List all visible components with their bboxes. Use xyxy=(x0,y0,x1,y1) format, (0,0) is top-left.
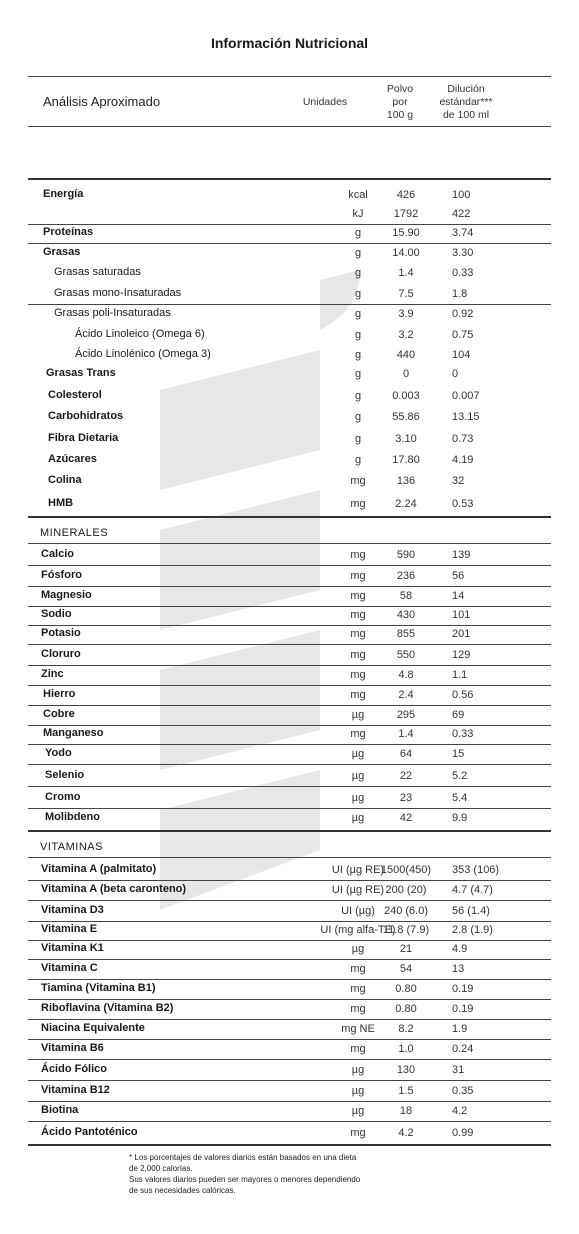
table-row xyxy=(28,685,551,705)
unit-cell: mg xyxy=(350,728,366,740)
nutrient-name: Vitamina E xyxy=(41,923,98,935)
powder-value: 1.4 xyxy=(398,267,414,279)
dilution-value: 1.8 xyxy=(452,288,468,300)
dilution-value: 4.9 xyxy=(452,943,468,955)
unit-cell: g xyxy=(354,368,362,380)
dilution-value: 0.99 xyxy=(452,1127,474,1139)
dilution-value: 56 xyxy=(452,570,465,582)
table-row xyxy=(28,999,551,1019)
unit-cell: mg xyxy=(350,963,366,975)
nutrient-name: HMB xyxy=(48,497,74,509)
powder-value: 236 xyxy=(396,570,416,582)
table-row xyxy=(28,665,551,685)
table-top-rule xyxy=(28,178,551,180)
dilution-value: 201 xyxy=(452,628,471,640)
nutrient-name: Ácido Linoleico (Omega 6) xyxy=(75,328,205,340)
dilution-value: 353 (106) xyxy=(452,864,500,876)
minerals-header-rule xyxy=(28,543,551,544)
table-row xyxy=(28,901,551,921)
unit-cell: mg xyxy=(350,609,366,621)
row-divider xyxy=(28,786,551,787)
powder-value: 2.4 xyxy=(398,689,414,701)
table-row xyxy=(28,223,551,243)
table-row xyxy=(28,939,551,959)
nutrient-name: Vitamina C xyxy=(41,962,98,974)
dilution-value: 0.33 xyxy=(452,728,474,740)
dilution-value: 4.19 xyxy=(452,454,474,466)
header-analysis-label: Análisis Aproximado xyxy=(43,94,161,109)
nutrient-name: Energía xyxy=(43,188,84,200)
footnote-line-2: de 2,000 calorías. xyxy=(129,1164,193,1173)
dilution-value: 0.19 xyxy=(452,983,474,995)
unit-cell: g xyxy=(354,267,362,279)
dilution-value: 1.9 xyxy=(452,1023,468,1035)
powder-value: 0.003 xyxy=(392,390,420,402)
table-row xyxy=(28,471,551,491)
powder-value: 1.0 xyxy=(398,1043,414,1055)
powder-value: 0.80 xyxy=(395,983,417,995)
nutrient-name: Grasas xyxy=(43,246,81,258)
unit-cell: g xyxy=(354,433,362,445)
dilution-value: 5.4 xyxy=(452,792,468,804)
dilution-value: 0.56 xyxy=(452,689,474,701)
nutrient-name: Manganeso xyxy=(43,727,104,739)
dilution-value: 0.75 xyxy=(452,329,474,341)
header-top-rule xyxy=(28,76,551,77)
powder-value: 295 xyxy=(396,709,416,721)
table-row xyxy=(28,645,551,665)
nutrient-name: Zinc xyxy=(41,668,64,680)
powder-value: 55.86 xyxy=(392,411,420,423)
dilution-value: 4.7 (4.7) xyxy=(452,884,493,896)
header-powder-line-2: por xyxy=(392,96,408,108)
vitamins-header-rule xyxy=(28,857,551,858)
unit-cell: mg xyxy=(350,669,366,681)
table-bottom-rule xyxy=(28,1144,551,1146)
powder-value: 855 xyxy=(396,628,416,640)
section-heading: VITAMINAS xyxy=(40,841,103,853)
table-row xyxy=(28,605,551,625)
dilution-value: 14 xyxy=(452,590,465,602)
section-heading: MINERALES xyxy=(40,527,109,539)
unit-cell: µg xyxy=(351,812,365,824)
unit-cell: UI (µg RE) xyxy=(331,884,385,896)
unit-cell: mg xyxy=(350,689,366,701)
table-row xyxy=(28,808,551,828)
unit-cell: g xyxy=(354,349,362,361)
powder-value: 3.9 xyxy=(398,308,414,320)
dilution-value: 0.007 xyxy=(452,390,480,402)
powder-value: 1792 xyxy=(393,208,419,220)
unit-cell: g xyxy=(354,308,362,320)
powder-value: 18 xyxy=(399,1105,413,1117)
table-row xyxy=(28,325,551,345)
table-row xyxy=(28,1123,551,1143)
nutrient-name: Cobre xyxy=(43,708,75,720)
unit-cell: µg xyxy=(351,792,365,804)
table-row xyxy=(28,860,551,880)
powder-value: 590 xyxy=(396,549,416,561)
nutrient-name: Fósforo xyxy=(41,569,82,581)
table-row xyxy=(28,566,551,586)
powder-value: 4.2 xyxy=(398,1127,414,1139)
dilution-value: 3.30 xyxy=(452,247,474,259)
nutrient-name: Potasio xyxy=(41,627,81,639)
nutrient-name: Magnesio xyxy=(41,589,92,601)
nutrient-name: Sodio xyxy=(41,608,72,620)
nutrient-name: Vitamina A (palmitato) xyxy=(41,863,157,875)
nutrient-name: Grasas poli-Insaturadas xyxy=(54,307,171,319)
nutrient-name: Riboflavina (Vitamina B2) xyxy=(41,1002,174,1014)
nutrient-name: Vitamina D3 xyxy=(41,904,104,916)
nutrient-name: Vitamina B12 xyxy=(41,1084,110,1096)
dilution-value: 56 (1.4) xyxy=(452,905,490,917)
unit-cell: UI (mg alfa-TE) xyxy=(320,924,396,936)
powder-value: 4.8 xyxy=(398,669,414,681)
dilution-value: 13.15 xyxy=(452,411,480,423)
table-row xyxy=(28,920,551,940)
nutrient-name: Hierro xyxy=(43,688,76,700)
powder-value: 42 xyxy=(399,812,413,824)
unit-cell: g xyxy=(354,288,362,300)
vitamins-top-rule xyxy=(28,830,551,832)
powder-value: 3.2 xyxy=(398,329,414,341)
powder-value: 200 (20) xyxy=(385,884,427,896)
table-row xyxy=(28,744,551,764)
powder-value: 14.00 xyxy=(392,247,420,259)
dilution-value: 0.19 xyxy=(452,1003,474,1015)
nutrient-name: Calcio xyxy=(41,548,75,560)
dilution-value: 4.2 xyxy=(452,1105,468,1117)
dilution-value: 0.92 xyxy=(452,308,474,320)
nutrient-name: Vitamina A (beta caronteno) xyxy=(41,883,187,895)
dilution-value: 129 xyxy=(452,649,471,661)
unit-cell: µg xyxy=(351,748,365,760)
table-row xyxy=(28,494,551,514)
powder-value: 15.90 xyxy=(392,227,420,239)
table-row xyxy=(28,204,551,224)
unit-cell: mg xyxy=(350,628,366,640)
dilution-value: 0.73 xyxy=(452,433,474,445)
footnote-line-4: de sus necesidades calóricas. xyxy=(129,1186,236,1195)
nutrient-name: Colesterol xyxy=(48,389,102,401)
dilution-value: 31 xyxy=(452,1064,465,1076)
table-row xyxy=(28,586,551,606)
nutrient-name: Ácido Linolénico (Omega 3) xyxy=(75,348,211,360)
unit-cell: µg xyxy=(351,770,365,782)
table-row xyxy=(28,284,551,304)
table-row xyxy=(28,429,551,449)
powder-value: 21 xyxy=(399,943,413,955)
unit-cell: µg xyxy=(351,943,365,955)
table-row xyxy=(28,766,551,786)
unit-cell: g xyxy=(354,411,362,423)
unit-cell: g xyxy=(354,247,362,259)
nutrient-name: Proteínas xyxy=(43,226,94,238)
powder-value: 54 xyxy=(399,963,413,975)
powder-value: 0 xyxy=(402,368,410,380)
powder-value: 23 xyxy=(399,792,413,804)
nutrient-name: Fibra Dietaria xyxy=(48,432,119,444)
dilution-value: 13 xyxy=(452,963,465,975)
nutrient-name: Vitamina B6 xyxy=(41,1042,104,1054)
table-row xyxy=(28,1019,551,1039)
unit-cell: µg xyxy=(351,1064,365,1076)
powder-value: 11.8 (7.9) xyxy=(382,924,430,936)
table-row xyxy=(28,386,551,406)
powder-value: 7.5 xyxy=(398,288,414,300)
table-row xyxy=(28,450,551,470)
header-dilution-line-2: estándar*** xyxy=(439,96,493,108)
nutrient-name: Ácido Fólico xyxy=(41,1063,107,1075)
footnote xyxy=(129,1152,459,1196)
table-row xyxy=(28,243,551,263)
table-row xyxy=(28,1039,551,1059)
powder-value: 240 (6.0) xyxy=(383,905,429,917)
header-dilution-line-3: de 100 ml xyxy=(442,109,490,121)
unit-cell: mg xyxy=(350,1127,366,1139)
table-row xyxy=(28,624,551,644)
unit-cell: mg xyxy=(350,549,366,561)
table-row xyxy=(28,959,551,979)
nutrient-name: Azúcares xyxy=(48,453,97,465)
nutrient-name: Grasas Trans xyxy=(46,367,116,379)
unit-cell: kJ xyxy=(352,208,364,220)
nutrient-name: Yodo xyxy=(45,747,72,759)
unit-cell: mg xyxy=(350,649,366,661)
unit-cell: UI (µg RE) xyxy=(331,864,385,876)
dilution-value: 15 xyxy=(452,748,465,760)
nutrient-name: Cromo xyxy=(45,791,81,803)
unit-cell: mg xyxy=(350,590,366,602)
unit-cell: g xyxy=(354,227,362,239)
unit-cell: µg xyxy=(351,1105,365,1117)
unit-cell: mg xyxy=(350,1003,366,1015)
powder-value: 58 xyxy=(399,590,413,602)
dilution-value: 9.9 xyxy=(452,812,468,824)
table-row xyxy=(28,1060,551,1080)
dilution-value: 422 xyxy=(452,208,471,220)
header-units-label: Unidades xyxy=(302,96,348,108)
nutrient-name: Molibdeno xyxy=(45,811,100,823)
table-row xyxy=(28,724,551,744)
table-row xyxy=(28,407,551,427)
unit-cell: mg xyxy=(350,983,366,995)
nutrient-name: Niacina Equivalente xyxy=(41,1022,145,1034)
table-row xyxy=(28,364,551,384)
dilution-value: 104 xyxy=(452,349,471,361)
dilution-value: 69 xyxy=(452,709,465,721)
header-powder-line-1: Polvo xyxy=(386,83,414,95)
table-row xyxy=(28,304,551,324)
unit-cell: µg xyxy=(351,709,365,721)
powder-value: 22 xyxy=(399,770,413,782)
dilution-value: 0.24 xyxy=(452,1043,474,1055)
powder-value: 440 xyxy=(396,349,416,361)
dilution-value: 0.53 xyxy=(452,498,474,510)
unit-cell: µg xyxy=(351,1085,365,1097)
powder-value: 550 xyxy=(396,649,416,661)
powder-value: 1500(450) xyxy=(380,864,432,876)
dilution-value: 1.1 xyxy=(452,669,468,681)
nutrient-name: Grasas saturadas xyxy=(54,266,141,278)
unit-cell: g xyxy=(354,390,362,402)
table-row xyxy=(28,263,551,283)
unit-cell: UI (µg) xyxy=(341,905,375,917)
nutrient-name: Vitamina K1 xyxy=(41,942,104,954)
minerals-top-rule xyxy=(28,516,551,518)
nutrient-name: Ácido Pantoténico xyxy=(41,1126,138,1138)
unit-cell: g xyxy=(354,454,362,466)
unit-cell: g xyxy=(354,329,362,341)
powder-value: 1.4 xyxy=(398,728,414,740)
nutrient-name: Biotina xyxy=(41,1104,79,1116)
powder-value: 2.24 xyxy=(395,498,417,510)
header-dilution-line-1: Dilución xyxy=(447,83,485,95)
row-divider xyxy=(28,764,551,765)
powder-value: 8.2 xyxy=(398,1023,414,1035)
powder-value: 17.80 xyxy=(392,454,420,466)
nutrient-name: Grasas mono-Insaturadas xyxy=(54,287,182,299)
table-row xyxy=(28,345,551,365)
nutrient-name: Selenio xyxy=(45,769,85,781)
nutrient-name: Tiamina (Vitamina B1) xyxy=(41,982,156,994)
powder-value: 64 xyxy=(399,748,413,760)
unit-cell: mg xyxy=(350,475,366,487)
dilution-value: 5.2 xyxy=(452,770,468,782)
row-divider xyxy=(28,1121,551,1122)
nutrient-name: Cloruro xyxy=(41,648,81,660)
dilution-value: 100 xyxy=(452,189,471,201)
dilution-value: 32 xyxy=(452,475,465,487)
unit-cell: mg xyxy=(350,498,366,510)
table-row xyxy=(28,185,551,205)
dilution-value: 139 xyxy=(452,549,471,561)
powder-value: 430 xyxy=(396,609,416,621)
nutrient-name: Colina xyxy=(48,474,82,486)
table-row xyxy=(28,788,551,808)
powder-value: 426 xyxy=(396,189,416,201)
header-powder-line-3: 100 g xyxy=(386,109,414,121)
footnote-line-3: Sus valores diarios pueden ser mayores o menores dependiendo xyxy=(129,1175,361,1184)
powder-value: 1.5 xyxy=(398,1085,414,1097)
nutrient-name: Carbohidratos xyxy=(48,410,124,422)
dilution-value: 2.8 (1.9) xyxy=(452,924,493,936)
header-bottom-rule xyxy=(28,126,551,127)
unit-cell: mg xyxy=(350,570,366,582)
powder-value: 0.80 xyxy=(395,1003,417,1015)
header-powder-label xyxy=(370,83,430,122)
dilution-value: 0.35 xyxy=(452,1085,474,1097)
dilution-value: 3.74 xyxy=(452,227,474,239)
powder-value: 136 xyxy=(396,475,416,487)
unit-cell: mg xyxy=(350,1043,366,1055)
table-row xyxy=(28,979,551,999)
dilution-value: 101 xyxy=(452,609,471,621)
table-row xyxy=(28,1081,551,1101)
table-row xyxy=(28,705,551,725)
page-title: Información Nutricional xyxy=(210,35,369,51)
dilution-value: 0.33 xyxy=(452,267,474,279)
table-row xyxy=(28,880,551,900)
dilution-value: 0 xyxy=(452,368,459,380)
unit-cell: mg NE xyxy=(341,1023,375,1035)
table-row xyxy=(28,1101,551,1121)
unit-cell: kcal xyxy=(348,189,368,201)
header-dilution-label xyxy=(428,83,504,122)
powder-value: 3.10 xyxy=(395,433,417,445)
powder-value: 130 xyxy=(396,1064,416,1076)
footnote-line-1: * Los porcentajes de valores diarios están basados en una dieta xyxy=(129,1153,357,1162)
table-row xyxy=(28,545,551,565)
